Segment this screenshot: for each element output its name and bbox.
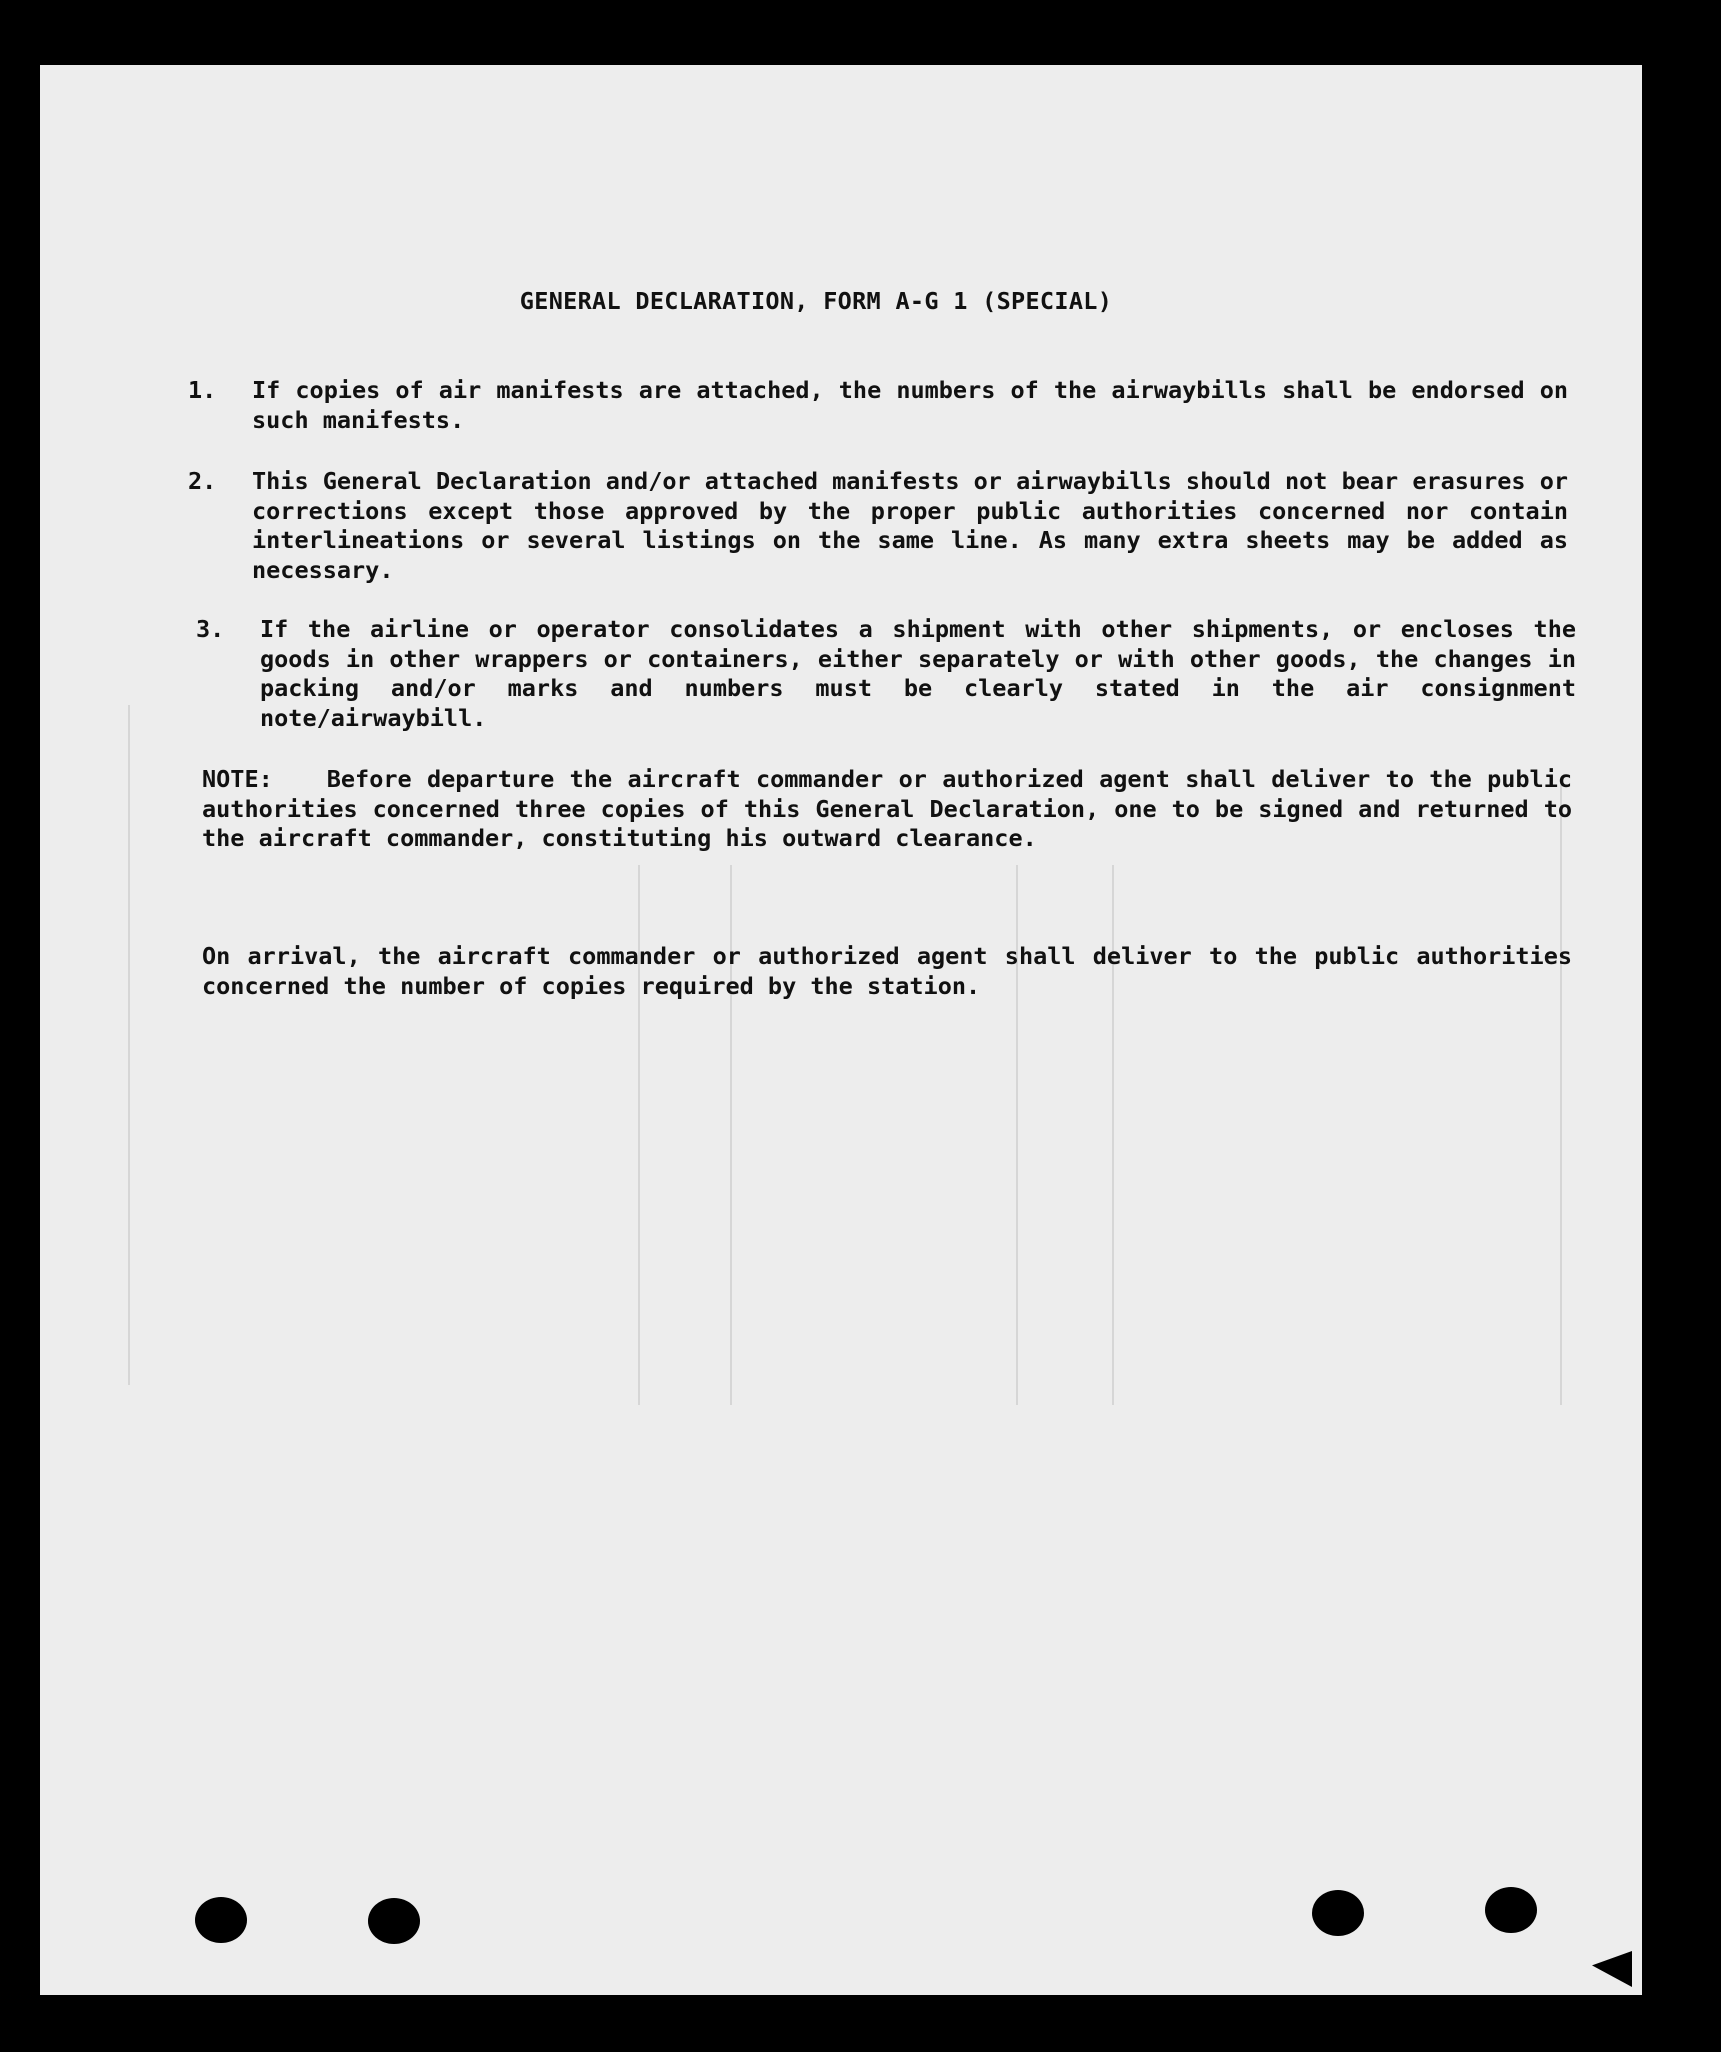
item-text: If the airline or operator consolidates a shipment with other shipments, or encloses the goods in other wrappers or containers, either separately or with other goods, the changes in packing and/or marks and numbers must be clearly stated in the air consignment note/airwaybill. [260,615,1576,732]
instruction-item-3 [196,615,1576,733]
item-number: 1. [188,376,217,404]
document-body [40,65,1642,1995]
document-title: GENERAL DECLARATION, FORM A-G 1 (SPECIAL) [519,287,1113,315]
item-number: 2. [188,467,217,495]
document-page [40,65,1642,1995]
note-text: Before departure the aircraft commander or authorized agent shall deliver to the public authorities concerned three copies of this General Declaration, one to be signed and returned to the aircraft commander, constituting his outward clearance. [202,765,1572,852]
item-text: If copies of air manifests are attached, the numbers of the airwaybills shall be endorsed on such manifests. [252,376,1568,434]
punch-hole [1312,1890,1364,1936]
instruction-item-2 [188,467,1568,585]
punch-hole [368,1898,420,1944]
item-number: 3. [196,615,225,643]
punch-hole [1485,1887,1537,1933]
note-label: NOTE: [202,765,273,793]
punch-hole [195,1897,247,1943]
arrival-paragraph: On arrival, the aircraft commander or authorized agent shall deliver to the public authorities concerned the number of copies required by the station. [202,942,1572,1000]
note-paragraph [202,765,1572,854]
item-text: This General Declaration and/or attached manifests or airwaybills should not bear erasures or corrections except those approved by the proper public authorities concerned nor contain interlineations or several listings on the same line. As many extra sheets may be added as necessary. [252,467,1568,584]
instruction-item-1 [188,376,1568,435]
